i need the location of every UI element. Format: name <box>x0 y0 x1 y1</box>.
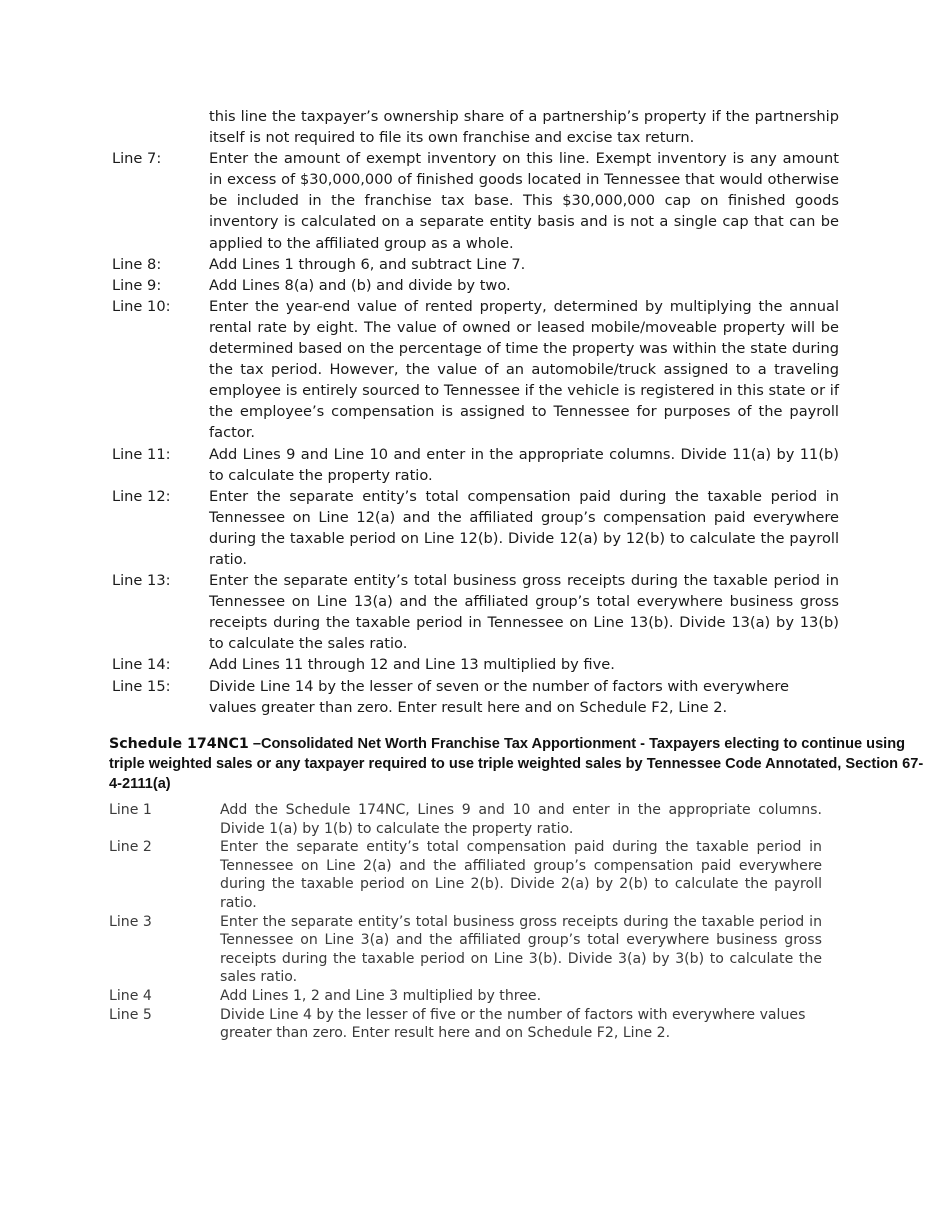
line-text: Enter the year-end value of rented property, determined by multiplying the annual rental rate by eight. The value of owned or leased mobile/moveable property will be determined based on the percentage of time the property was within the state during the tax period. However, the value of an automobile/truck assigned to a traveling employee is entirely sourced to Tennessee if the vehicle is registered in this state or if the employee’s compensation is assigned to Tennessee for purposes of the payroll factor. <box>209 297 839 442</box>
line-text: Add Lines 1, 2 and Line 3 multiplied by three. <box>220 987 542 1004</box>
line-label: Line 5 <box>109 1006 152 1023</box>
line-text: Add Lines 11 through 12 and Line 13 multiplied by five. <box>209 656 615 674</box>
schedule-174nc1-heading <box>109 734 927 794</box>
line-8-instruction <box>112 254 839 275</box>
line-text: Enter the amount of exempt inventory on this line. Exempt inventory is any amount in excess of $30,000,000 of finished goods located in Tennessee that would otherwise be included in the franchise tax base. This $30,000,000 cap on finished goods inventory is calculated on a separate entity basis and is not a single cap that can be applied to the affiliated group as a whole. <box>209 150 839 252</box>
line-text: Add the Schedule 174NC, Lines 9 and 10 and enter in the appropriate columns. Divide 1(a) by 1(b) to calculate the property ratio. <box>220 802 822 837</box>
schedule-name: Schedule 174NC1 <box>109 736 249 752</box>
line-label: Line 2 <box>109 839 152 856</box>
line-label: Line 12: <box>112 487 171 505</box>
line-label: Line 9: <box>112 276 162 294</box>
schedule-174nc-instructions <box>112 106 839 718</box>
line-15-instruction <box>112 676 839 718</box>
line-text: Divide Line 14 by the lesser of seven or the number of factors with everywhere values greater than zero. Enter result here and on Schedule F2, Line 2. <box>209 677 790 716</box>
line-13-instruction <box>112 570 839 654</box>
line-12-instruction <box>112 486 839 570</box>
line-text: Add Lines 1 through 6, and subtract Line 7. <box>209 255 526 273</box>
schedule-title: –Consolidated Net Worth Franchise Tax Apportionment - Taxpayers electing to continue using triple weighted sales or any taxpayer required to use triple weighted sales by Tennessee Code Annotated, Section 67-4-2111(a) <box>109 736 924 792</box>
line-label: Line 13: <box>112 572 171 590</box>
line-label: Line 7: <box>112 150 162 168</box>
line-14-instruction <box>112 654 839 675</box>
line-label: Line 1 <box>109 802 152 818</box>
line-text: Enter the separate entity’s total business gross receipts during the taxable period in Tennessee on Line 13(a) and the affiliated group’s total everywhere business gross receipts during the taxable period in Tennessee on Line 13(b). Divide 13(a) by 13(b) to calculate the sales ratio. <box>209 572 839 653</box>
line-text: Add Lines 9 and Line 10 and enter in the appropriate columns. Divide 11(a) by 11(b) to calculate the property ratio. <box>209 445 839 484</box>
nc1-line-5-instruction <box>109 1006 822 1043</box>
line-label: Line 11: <box>112 445 171 463</box>
line-text: Divide Line 4 by the lesser of five or the number of factors with everywhere values greater than zero. Enter result here and on Schedule F2, Line 2. <box>220 1006 806 1042</box>
line-6-continuation: this line the taxpayer’s ownership share of a partnership’s property if the partnership itself is not required to file its own franchise and excise tax return. <box>209 108 839 147</box>
nc1-line-4-instruction <box>109 987 822 1006</box>
schedule-174nc1-instructions <box>109 801 822 1043</box>
line-7-instruction <box>112 148 839 253</box>
line-11-instruction <box>112 444 839 486</box>
line-text: Enter the separate entity’s total business gross receipts during the taxable period in Tennessee on Line 3(a) and the affiliated group’s total everywhere business gross receipts during the taxable period on Line 3(b). Divide 3(a) by 3(b) to calculate the sales ratio. <box>220 913 822 986</box>
line-label: Line 15: <box>112 677 171 695</box>
line-label: Line 14: <box>112 656 171 674</box>
line-label: Line 8: <box>112 255 162 273</box>
line-label: Line 3 <box>109 913 152 930</box>
line-text: Enter the separate entity’s total compensation paid during the taxable period in Tennessee on Line 12(a) and the affiliated group’s compensation paid everywhere during the taxable period on Line 12(b). Divide 12(a) by 12(b) to calculate the payroll ratio. <box>209 487 839 568</box>
nc1-line-1-instruction <box>109 801 822 838</box>
nc1-line-3-instruction <box>109 913 822 987</box>
line-text: Enter the separate entity’s total compensation paid during the taxable period in Tennessee on Line 2(a) and the affiliated group’s compensation paid everywhere during the taxable period on Line 2(b). Divide 2(a) by 2(b) to calculate the payroll ratio. <box>220 839 822 911</box>
line-10-instruction <box>112 296 839 444</box>
nc1-line-2-instruction <box>109 838 822 912</box>
line-label: Line 10: <box>112 297 171 315</box>
line-text: Add Lines 8(a) and (b) and divide by two. <box>209 276 511 294</box>
line-label: Line 4 <box>109 987 152 1004</box>
line-9-instruction <box>112 275 839 296</box>
